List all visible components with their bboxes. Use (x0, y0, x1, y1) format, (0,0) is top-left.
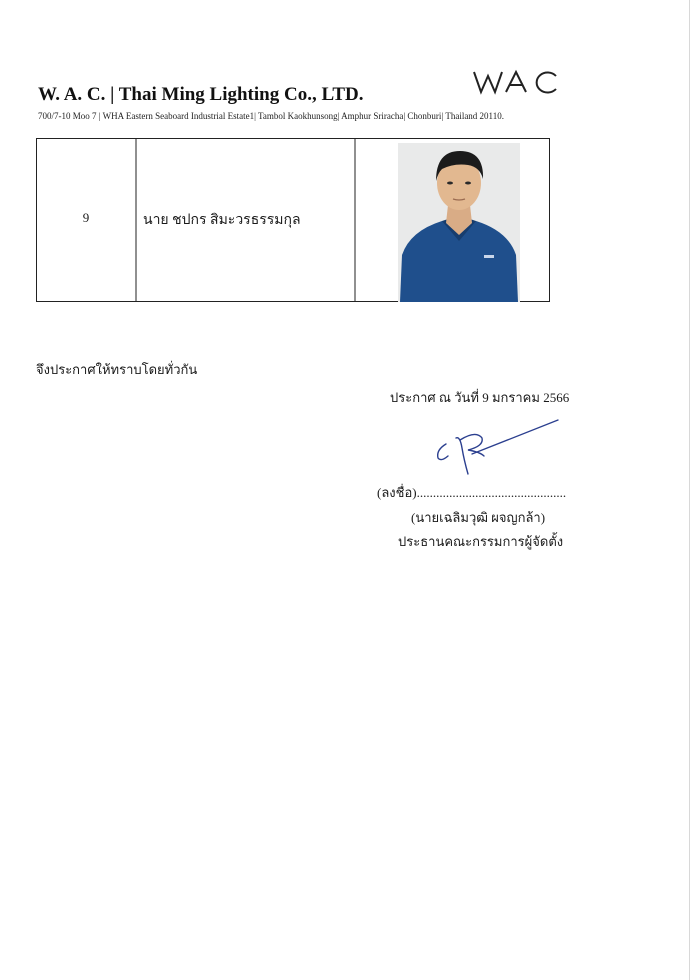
page-edge (689, 0, 690, 980)
company-address: 700/7-10 Moo 7 | WHA Eastern Seaboard Industrial Estate1| Tambol Kaokhunsong| Amphur Sriracha| Chonburi| Thailand 20110. (38, 111, 504, 121)
row-number: 9 (82, 210, 90, 225)
row-name: นาย ชปกร สิมะวรธรรมกุล (143, 213, 301, 228)
announcement-date: ประกาศ ณ วันที่ 9 มกราคม 2566 (390, 390, 570, 405)
handwritten-signature (432, 416, 562, 478)
signer-name: (นายเฉลิมวุฒิ ผจญกล้า) (411, 510, 546, 525)
signature-line: (ลงชื่อ).............................................. (377, 485, 567, 500)
company-name: W. A. C. | Thai Ming Lighting Co., LTD. (38, 84, 364, 105)
announcement-text: จึงประกาศให้ทราบโดยทั่วกัน (36, 362, 198, 377)
person-photo (398, 143, 520, 302)
wac-logo (472, 68, 562, 96)
signer-title: ประธานคณะกรรมการผู้จัดตั้ง (398, 534, 564, 549)
